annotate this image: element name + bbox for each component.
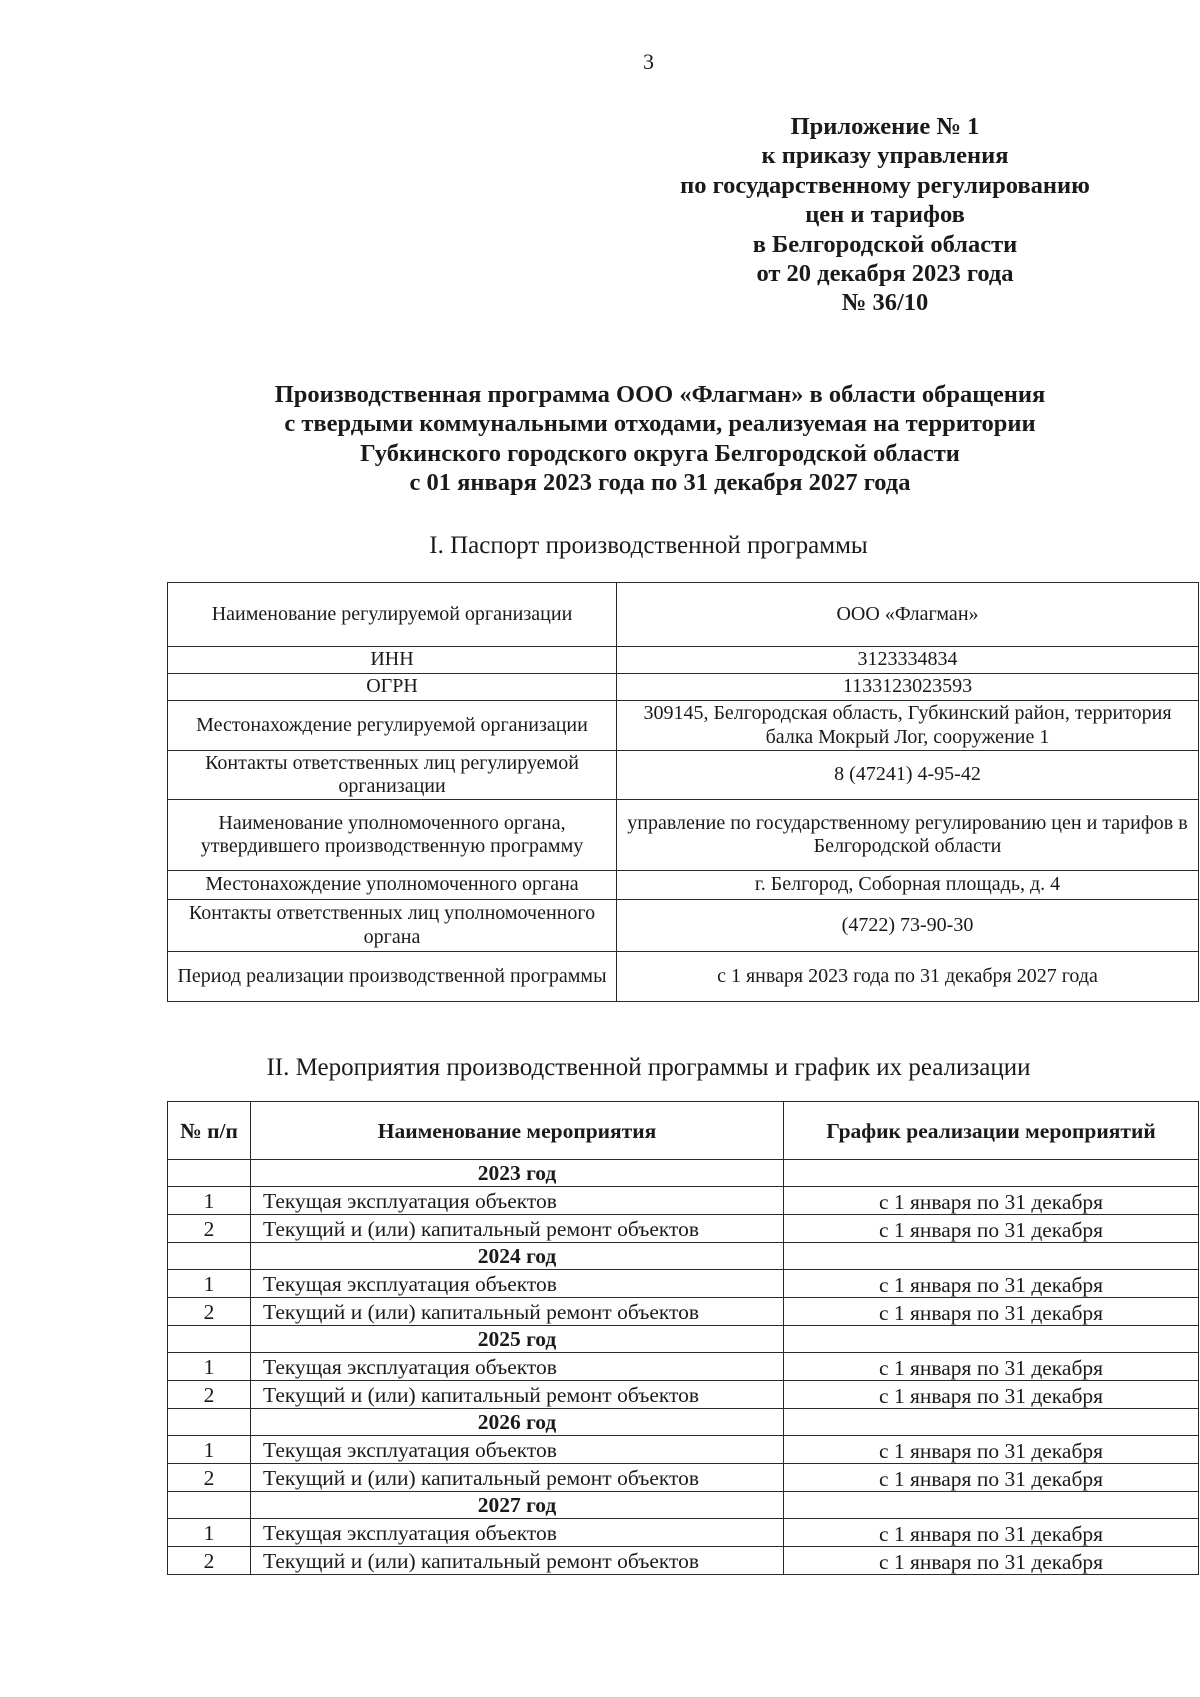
page-number: 3 [643, 49, 654, 74]
passport-label: Местонахождение регулируемой организации [168, 701, 617, 751]
activity-name: Текущий и (или) капитальный ремонт объектов [251, 1381, 784, 1409]
year-empty-cell [168, 1326, 251, 1353]
activity-name: Текущий и (или) капитальный ремонт объектов [251, 1298, 784, 1326]
passport-row [168, 952, 1199, 1002]
year-row [168, 1492, 1199, 1519]
passport-label: ОГРН [168, 674, 617, 701]
passport-row [168, 674, 1199, 701]
year-label: 2025 год [251, 1326, 784, 1353]
title-line: с твердыми коммунальными отходами, реализуемая на территории [284, 410, 1036, 438]
activity-row [168, 1547, 1199, 1575]
year-label: 2027 год [251, 1492, 784, 1519]
activity-name: Текущая эксплуатация объектов [251, 1519, 784, 1547]
activity-number: 2 [168, 1215, 251, 1243]
activity-row [168, 1298, 1199, 1326]
activity-number: 1 [168, 1270, 251, 1298]
year-empty-cell [784, 1409, 1199, 1436]
appendix-line: цен и тарифов [805, 201, 965, 229]
passport-label: Наименование регулируемой организации [168, 583, 617, 647]
year-empty-cell [784, 1243, 1199, 1270]
passport-value: (4722) 73-90-30 [617, 900, 1199, 952]
passport-row [168, 583, 1199, 647]
activity-schedule: с 1 января по 31 декабря [784, 1436, 1199, 1464]
year-row [168, 1243, 1199, 1270]
passport-value: ООО «Флагман» [617, 583, 1199, 647]
passport-label: Контакты ответственных лиц регулируемой организации [168, 751, 617, 800]
year-empty-cell [168, 1243, 251, 1270]
passport-value: г. Белгород, Соборная площадь, д. 4 [617, 871, 1199, 900]
activity-number: 1 [168, 1187, 251, 1215]
passport-label: Местонахождение уполномоченного органа [168, 871, 617, 900]
activity-name: Текущий и (или) капитальный ремонт объектов [251, 1215, 784, 1243]
activity-name: Текущая эксплуатация объектов [251, 1436, 784, 1464]
year-empty-cell [784, 1160, 1199, 1187]
passport-value: 309145, Белгородская область, Губкинский район, территория балка Мокрый Лог, сооружение 1 [617, 701, 1199, 751]
year-empty-cell [168, 1160, 251, 1187]
activity-row [168, 1353, 1199, 1381]
activity-schedule: с 1 января по 31 декабря [784, 1464, 1199, 1492]
year-row [168, 1326, 1199, 1353]
program-title [190, 380, 1130, 498]
appendix-line: в Белгородской области [752, 230, 1018, 258]
passport-value: с 1 января 2023 года по 31 декабря 2027 года [617, 952, 1199, 1002]
activity-schedule: с 1 января по 31 декабря [784, 1353, 1199, 1381]
year-empty-cell [784, 1492, 1199, 1519]
passport-value: 1133123023593 [617, 674, 1199, 701]
activity-schedule: с 1 января по 31 декабря [784, 1215, 1199, 1243]
activity-schedule: с 1 января по 31 декабря [784, 1547, 1199, 1575]
appendix-line: № 36/10 [841, 289, 929, 317]
title-line: с 01 января 2023 года по 31 декабря 2027 года [409, 469, 911, 497]
year-empty-cell [168, 1492, 251, 1519]
activity-row [168, 1381, 1199, 1409]
year-label: 2026 год [251, 1409, 784, 1436]
activity-name: Текущий и (или) капитальный ремонт объектов [251, 1464, 784, 1492]
activity-name: Текущая эксплуатация объектов [251, 1187, 784, 1215]
year-empty-cell [784, 1326, 1199, 1353]
appendix-block [640, 112, 1130, 318]
appendix-line: от 20 декабря 2023 года [756, 260, 1014, 288]
year-empty-cell [168, 1409, 251, 1436]
activity-row [168, 1519, 1199, 1547]
activity-name: Текущий и (или) капитальный ремонт объектов [251, 1547, 784, 1575]
activity-number: 2 [168, 1547, 251, 1575]
activity-number: 2 [168, 1381, 251, 1409]
passport-label: Период реализации производственной программы [168, 952, 617, 1002]
activities-heading: II. Мероприятия производственной программы и график их реализации [266, 1054, 1031, 1081]
passport-row [168, 900, 1199, 952]
activity-schedule: с 1 января по 31 декабря [784, 1270, 1199, 1298]
passport-value: 3123334834 [617, 647, 1199, 674]
passport-table [167, 582, 1199, 1002]
passport-label: Наименование уполномоченного органа, утвердившего производственную программу [168, 800, 617, 871]
passport-label: Контакты ответственных лиц уполномоченного органа [168, 900, 617, 952]
passport-value: управление по государственному регулированию цен и тарифов в Белгородской области [617, 800, 1199, 871]
column-header-schedule: График реализации мероприятий [784, 1102, 1199, 1160]
passport-row [168, 751, 1199, 800]
activity-schedule: с 1 января по 31 декабря [784, 1298, 1199, 1326]
passport-row [168, 800, 1199, 871]
activity-number: 1 [168, 1519, 251, 1547]
passport-heading: I. Паспорт производственной программы [429, 532, 868, 559]
activity-row [168, 1270, 1199, 1298]
activity-row [168, 1215, 1199, 1243]
column-header-number: № п/п [168, 1102, 251, 1160]
activity-number: 2 [168, 1464, 251, 1492]
activity-number: 1 [168, 1353, 251, 1381]
activity-row [168, 1436, 1199, 1464]
year-row [168, 1160, 1199, 1187]
activity-schedule: с 1 января по 31 декабря [784, 1519, 1199, 1547]
title-line: Губкинского городского округа Белгородской области [360, 439, 960, 467]
activity-name: Текущая эксплуатация объектов [251, 1353, 784, 1381]
passport-row [168, 701, 1199, 751]
activity-name: Текущая эксплуатация объектов [251, 1270, 784, 1298]
title-line: Производственная программа ООО «Флагман» в области обращения [274, 381, 1046, 408]
year-label: 2023 год [251, 1160, 784, 1187]
column-header-name: Наименование мероприятия [251, 1102, 784, 1160]
appendix-line: по государственному регулированию [680, 171, 1090, 199]
activity-number: 1 [168, 1436, 251, 1464]
activity-row [168, 1187, 1199, 1215]
activity-schedule: с 1 января по 31 декабря [784, 1381, 1199, 1409]
passport-row [168, 647, 1199, 674]
passport-row [168, 871, 1199, 900]
appendix-line: к приказу управления [761, 142, 1009, 170]
activity-number: 2 [168, 1298, 251, 1326]
year-row [168, 1409, 1199, 1436]
year-label: 2024 год [251, 1243, 784, 1270]
appendix-line: Приложение № 1 [790, 113, 980, 140]
activities-table [167, 1101, 1199, 1575]
passport-value: 8 (47241) 4-95-42 [617, 751, 1199, 800]
passport-label: ИНН [168, 647, 617, 674]
activity-schedule: с 1 января по 31 декабря [784, 1187, 1199, 1215]
activity-row [168, 1464, 1199, 1492]
